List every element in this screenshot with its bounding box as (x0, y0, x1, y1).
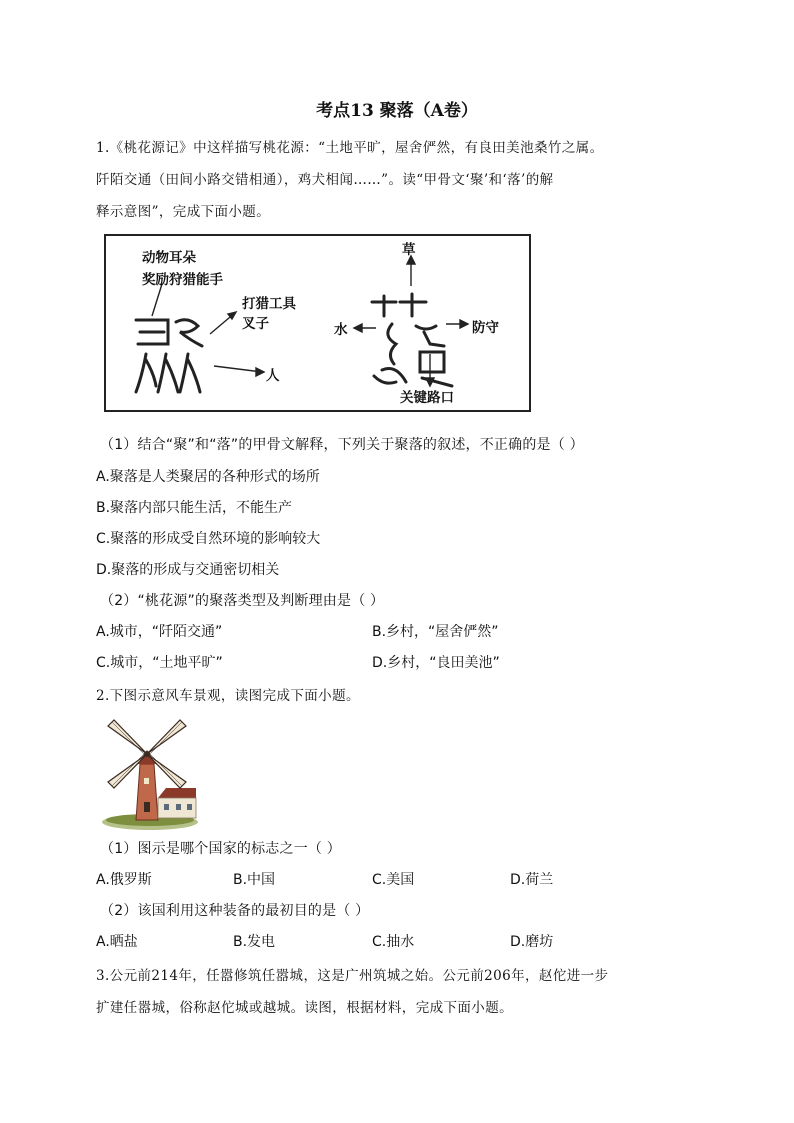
q2-sub2-option-d[interactable]: D.磨坊 (510, 934, 554, 950)
q1-sub1-option-b[interactable]: B.聚落内部只能生活，不能生产 (96, 500, 293, 516)
label-animal-ear: 动物耳朵 (142, 250, 196, 266)
q1-sub1-option-c[interactable]: C.聚落的形成受自然环境的影响较大 (96, 531, 321, 547)
q2-sub2-stem: （2）该国利用这种装备的最初目的是（ ） (100, 903, 370, 919)
q1-sub2-option-a[interactable]: A.城市，“阡陌交通” (96, 624, 223, 640)
label-hunting-tool: 打猎工具 (242, 296, 296, 312)
label-fork: 叉子 (242, 316, 269, 332)
q2-sub1-stem: （1）图示是哪个国家的标志之一（ ） (100, 841, 341, 857)
label-reward-hunter: 奖励狩猎能手 (142, 272, 223, 288)
q2-stem: 2.下图示意风车景观，读图完成下面小题。 (96, 688, 360, 704)
ju-person-pointer (214, 366, 262, 372)
q1-text-line3: 释示意图”，完成下面小题。 (96, 204, 271, 220)
q1-sub1-option-d[interactable]: D.聚落的形成与交通密切相关 (96, 562, 280, 578)
q1-sub2-stem: （2）“桃花源”的聚落类型及判断理由是（ ） (100, 593, 385, 609)
q2-sub2-option-a[interactable]: A.晒盐 (96, 934, 138, 950)
q2-sub1-option-a[interactable]: A.俄罗斯 (96, 872, 152, 888)
q2-sub1-option-b[interactable]: B.中国 (233, 872, 276, 888)
q1-sub2-option-c[interactable]: C.城市，“土地平旷” (96, 655, 223, 671)
windmill-illustration (100, 712, 200, 830)
label-key-crossing: 关键路口 (400, 390, 454, 406)
q1-sub2-option-d[interactable]: D.乡村，“良田美池” (372, 655, 500, 671)
page-title: 考点13 聚落（A卷） (316, 101, 478, 121)
q3-text-line2: 扩建任嚣城，俗称赵佗城或越城。读图，根据材料，完成下面小题。 (96, 1000, 513, 1016)
q2-sub1-option-d[interactable]: D.荷兰 (510, 872, 554, 888)
ju-ear-pointer (152, 284, 162, 316)
q1-sub1-stem: （1）结合“聚”和“落”的甲骨文解释，下列关于聚落的叙述，不正确的是（ ） (100, 437, 584, 453)
label-grass: 草 (402, 242, 416, 258)
label-defense: 防守 (472, 320, 499, 336)
q3-text-line1: 3.公元前214年，任嚣修筑任嚣城，这是广州筑城之始。公元前206年，赵佗进一步 (96, 968, 609, 984)
q1-sub1-option-a[interactable]: A.聚落是人类聚居的各种形式的场所 (96, 469, 320, 485)
oracle-bone-figure (104, 234, 531, 412)
q1-text-line1: 1.《桃花源记》中这样描写桃花源：“土地平旷，屋舍俨然，有良田美池桑竹之属。 (96, 140, 604, 156)
q1-sub2-option-b[interactable]: B.乡村，“屋舍俨然” (372, 624, 499, 640)
ju-oracle-glyph (136, 320, 202, 392)
luo-oracle-glyph (372, 294, 452, 386)
q2-sub1-option-c[interactable]: C.美国 (372, 872, 415, 888)
q1-text-line2: 阡陌交通（田间小路交错相通），鸡犬相闻……”。读“甲骨文‘聚’和‘落’的解 (96, 172, 554, 188)
q2-sub2-option-c[interactable]: C.抽水 (372, 934, 415, 950)
label-water: 水 (334, 322, 348, 338)
label-person: 人 (266, 368, 280, 384)
q2-sub2-option-b[interactable]: B.发电 (233, 934, 276, 950)
